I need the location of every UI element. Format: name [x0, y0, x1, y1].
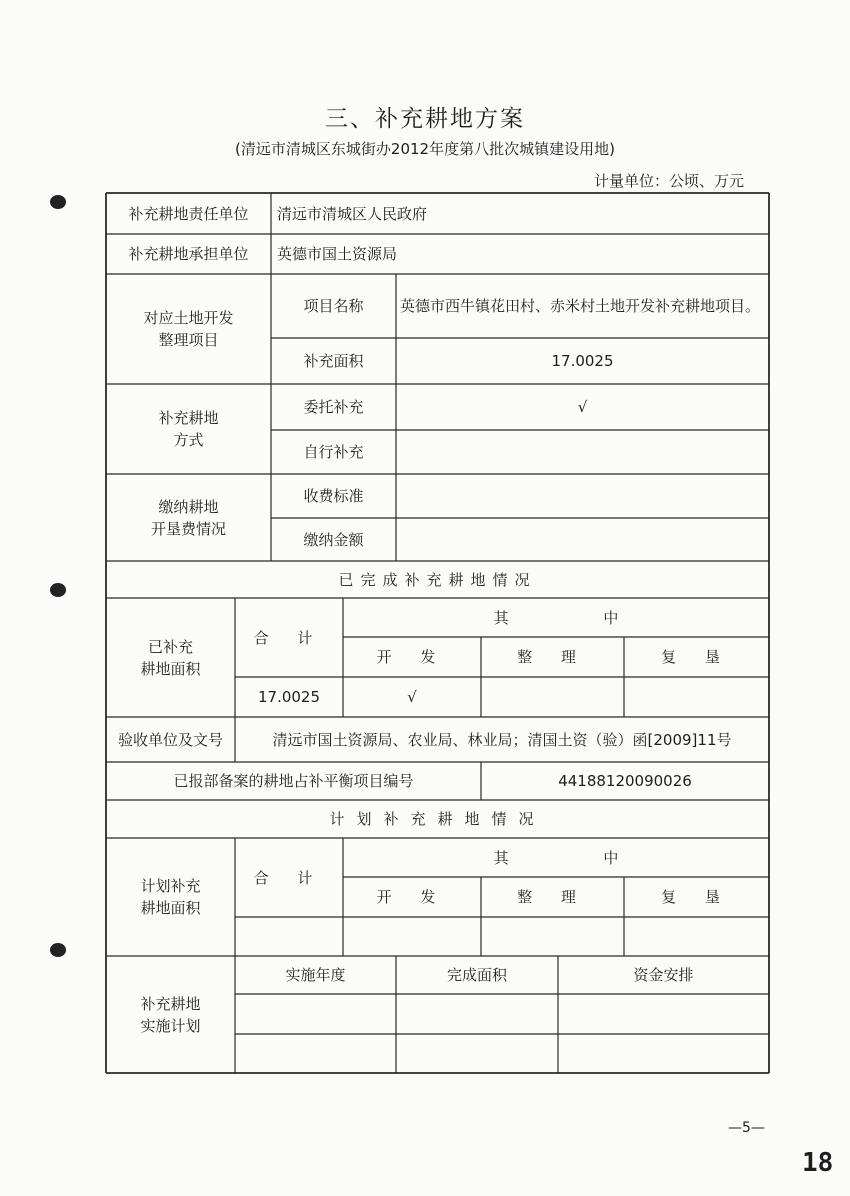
planned-reclaim-label: 复 垦: [661, 888, 732, 906]
completed-total-label: 合 计: [253, 628, 325, 647]
supplement-area-label: 补充面积: [303, 352, 364, 370]
entrust-label: 委托补充: [303, 398, 364, 416]
completed-among-label: 其 中: [493, 608, 619, 627]
completed-develop-label: 开 发: [376, 648, 448, 666]
record-number-value: 44188120090026: [558, 772, 692, 790]
implementation-funds-header: 资金安排: [633, 966, 694, 984]
project-group-label: 对应土地开发 整理项目: [143, 309, 234, 349]
completed-develop-check-mark: √: [407, 688, 417, 706]
project-name-value: 英德市西牛镇花田村、赤米村土地开发补充耕地项目。: [400, 297, 761, 315]
fee-standard-label: 收费标准: [303, 487, 364, 505]
planned-consolidate-label: 整 理: [517, 888, 588, 906]
page-title: 三、补充耕地方案: [325, 106, 525, 132]
binder-hole-middle: [50, 583, 66, 597]
planned-area-label: 计划补充 耕地面积: [140, 877, 201, 917]
planned-develop-label: 开 发: [376, 888, 448, 906]
implementation-area-header: 完成面积: [446, 966, 507, 984]
completed-reclaim-label: 复 垦: [661, 648, 732, 666]
implementation-label: 补充耕地 实施计划: [140, 994, 201, 1035]
implementation-year-header: 实施年度: [285, 966, 346, 984]
planned-section-title: 计划补充耕地情况: [329, 810, 546, 828]
fee-amount-label: 缴纳金额: [303, 530, 364, 549]
record-number-label: 已报部备案的耕地占补平衡项目编号: [173, 772, 414, 790]
completed-total-value: 17.0025: [257, 688, 321, 706]
project-name-label: 项目名称: [303, 297, 364, 315]
supplement-area-value: 17.0025: [551, 352, 614, 370]
unit-note: 计量单位：公顷、万元: [593, 172, 744, 190]
responsible-unit-value: 清远市清城区人民政府: [277, 204, 428, 223]
page-subtitle: (清远市清城区东城街办2012年度第八批次城镇建设用地): [235, 140, 615, 158]
undertaker-unit-value: 英德市国土资源局: [277, 245, 398, 263]
planned-among-label: 其 中: [493, 848, 619, 867]
binder-hole-bottom: [50, 943, 66, 957]
page-number: —5—: [728, 1120, 765, 1136]
completed-section-title: 已完成补充耕地情况: [338, 570, 537, 589]
self-supplement-label: 自行补充: [303, 443, 364, 461]
fee-group-label: 缴纳耕地 开垦费情况: [150, 497, 226, 538]
completed-consolidate-label: 整 理: [517, 648, 588, 666]
responsible-unit-label: 补充耕地责任单位: [128, 204, 249, 223]
acceptance-value: 清远市国土资源局、农业局、林业局；清国土资（验）函[2009]11号: [272, 730, 732, 749]
completed-area-label: 已补充 耕地面积: [140, 637, 201, 678]
undertaker-unit-label: 补充耕地承担单位: [128, 245, 249, 263]
acceptance-label: 验收单位及文号: [117, 730, 223, 749]
planned-total-label: 合 计: [253, 868, 325, 887]
binder-hole-top: [50, 195, 66, 209]
method-group-label: 补充耕地 方式: [158, 409, 219, 449]
entrust-check-mark: √: [577, 398, 588, 416]
stamp-number: 18: [802, 1148, 834, 1178]
